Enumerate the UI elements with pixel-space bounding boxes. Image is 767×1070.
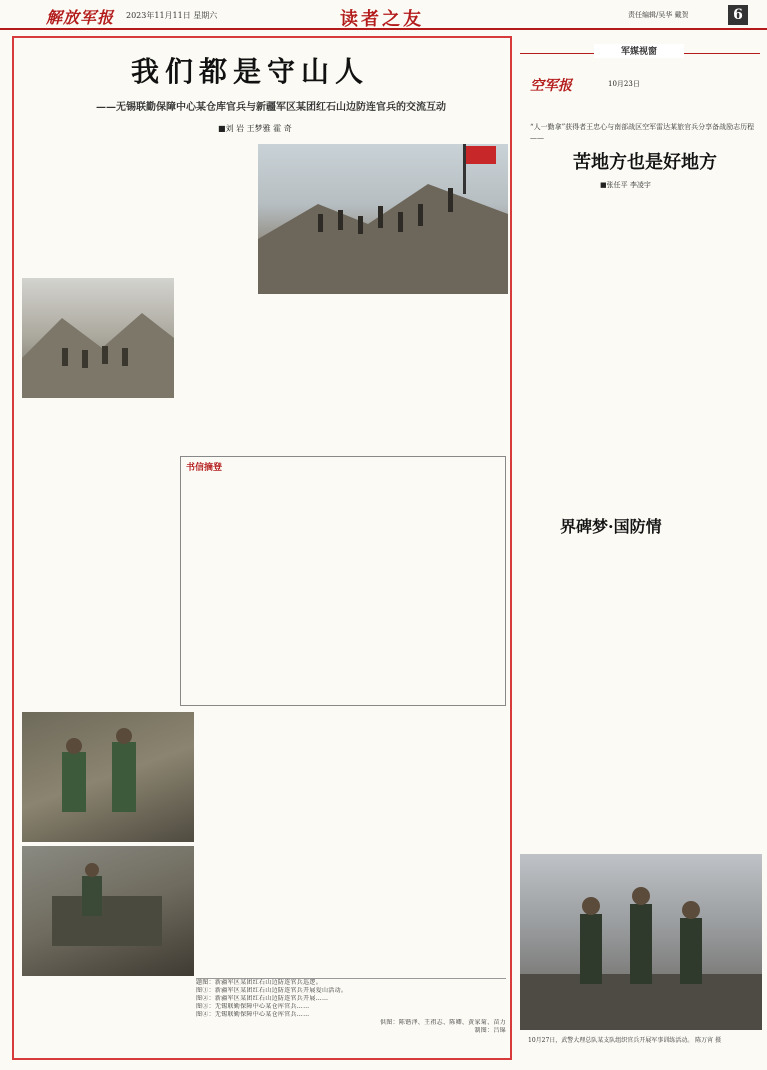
- right-headline-2: 界碑梦·国防情: [560, 517, 662, 536]
- newspaper-logo: 解放军报: [46, 8, 115, 27]
- caption-line: 图②：新疆军区某团红石山边防连官兵开展……: [196, 995, 329, 1002]
- caption-line: 图③：无锡联勤保障中心某仓库官兵……: [196, 1003, 310, 1010]
- source-date: 10月23日: [608, 80, 640, 88]
- right-kicker: “人一勤拿”获得者王忠心与南部战区空军雷达某旅官兵分享备战励志历程——: [530, 123, 755, 142]
- right-byline: ■张任平 李凌宇: [600, 181, 651, 189]
- editor-credit: 责任编辑/吴华 戴贺: [628, 11, 689, 19]
- right-section-title: 军媒视窗: [594, 44, 684, 58]
- main-byline: ■刘 岩 王梦雅 霍 奇: [218, 124, 292, 133]
- caption-line: 图①：新疆军区某团红石山边防连官兵开展爱山活动。: [196, 987, 348, 994]
- page-number: 6: [728, 5, 748, 25]
- main-subtitle: ——无锡联勤保障中心某仓库官兵与新疆军区某团红石山边防连官兵的交流互动: [96, 102, 446, 113]
- caption-line: 题图：新疆军区某团红石山边防连官兵巡逻。: [196, 979, 323, 986]
- photo-soldiers-patrol: [258, 144, 508, 294]
- right-headline: 苦地方也是好地方: [573, 152, 717, 173]
- photo-training-1: [22, 712, 194, 842]
- source-paper-logo: 空军报: [530, 78, 572, 94]
- issue-date: 2023年11月11日 星期六: [126, 11, 218, 20]
- photo-illustration: [258, 144, 508, 294]
- main-headline: 我们都是守山人: [130, 55, 369, 88]
- caption-line: 图④：无锡联勤保障中心某仓库官兵……: [196, 1011, 310, 1018]
- photo-armed-police-training: [520, 854, 762, 1030]
- caption-line: 制图：吕锦: [474, 1027, 506, 1034]
- photo-illustration: [22, 712, 194, 842]
- caption-block: [196, 978, 506, 1038]
- caption-line: 供图：陈锴泽、王祖志、陈卿、黄家菊、苗力: [379, 1019, 506, 1026]
- section-title: 读者之友: [340, 9, 424, 30]
- letters-box: [180, 456, 506, 706]
- photo-illustration: [22, 846, 194, 976]
- photo-mountain-group: [22, 278, 174, 398]
- letters-title: 书信摘登: [186, 463, 223, 473]
- photo-illustration: [520, 854, 762, 1030]
- photo-illustration: [22, 278, 174, 398]
- right-photo-caption: 10月27日，武警大理总队某支队组织官兵开展军事训练活动。 陈万宵 摄: [528, 1037, 722, 1044]
- photo-training-2: [22, 846, 194, 976]
